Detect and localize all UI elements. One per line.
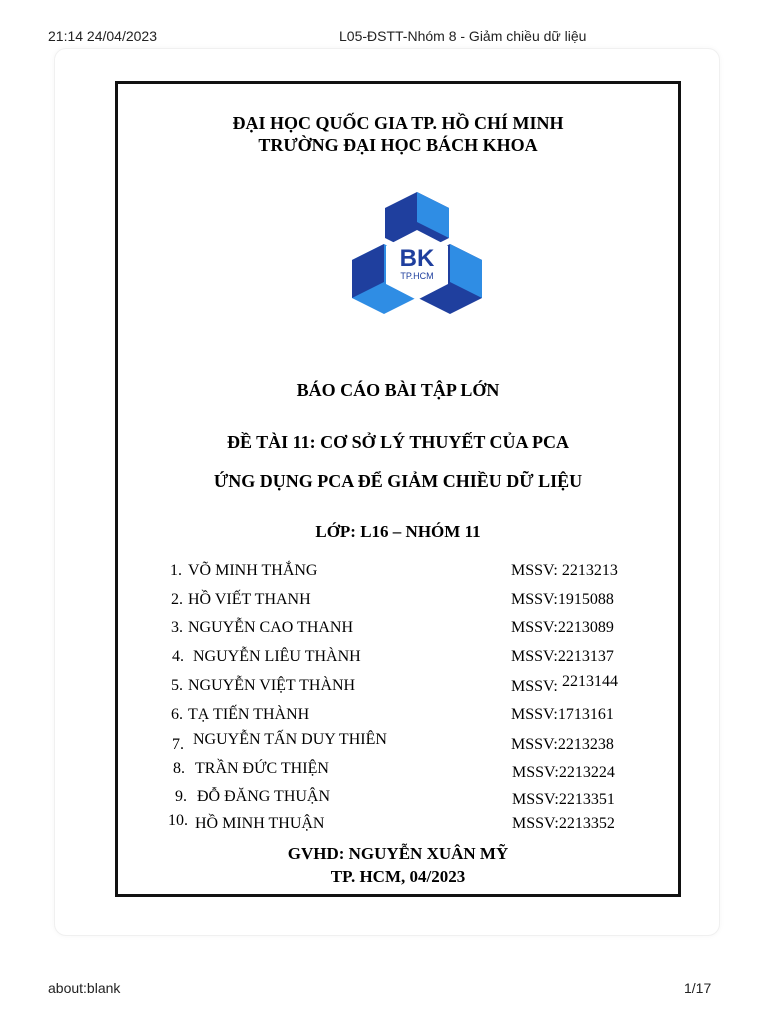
member-number: 4. [172, 648, 184, 665]
member-number: 7. [172, 736, 184, 753]
class-group: LỚP: L16 – NHÓM 11 [315, 522, 481, 541]
member-name: TẠ TIẾN THÀNH [188, 706, 310, 723]
member-number: 6. [171, 706, 183, 723]
member-name: HỒ VIẾT THANH [188, 591, 311, 608]
member-number: 10. [168, 812, 188, 829]
member-mssv: MSSV:2213089 [511, 619, 614, 636]
member-name: NGUYỄN CAO THANH [188, 619, 354, 636]
member-mssv: MSSV:2213352 [512, 815, 615, 832]
member-mssv: MSSV:2213351 [512, 791, 615, 808]
member-number: 9. [175, 788, 187, 805]
member-name: HỒ MINH THUẬN [195, 815, 325, 832]
member-name: NGUYỄN TẤN DUY THIÊN [193, 731, 387, 748]
print-timestamp: 21:14 24/04/2023 [48, 28, 157, 44]
bk-logo [352, 192, 482, 314]
logo-text: BK [399, 245, 435, 272]
logo-subtext: TP.HCM [400, 271, 434, 281]
topic-line-1: ĐỀ TÀI 11: CƠ SỞ LÝ THUYẾT CỦA PCA [226, 432, 570, 452]
advisor: GVHD: NGUYỄN XUÂN MỸ [287, 844, 509, 863]
member-mssv: MSSV:2213238 [511, 736, 614, 753]
member-name: ĐỖ ĐĂNG THUẬN [197, 788, 331, 805]
member-name: VÕ MINH THẮNG [188, 562, 318, 579]
member-mssv-label: MSSV: [511, 678, 558, 695]
member-number: 2. [171, 591, 183, 608]
member-mssv: MSSV:2213224 [512, 764, 615, 781]
page-counter: 1/17 [684, 980, 712, 996]
member-name: NGUYỄN LIÊU THÀNH [193, 648, 361, 665]
document-title: L05-ĐSTT-Nhóm 8 - Giảm chiều dữ liệu [339, 28, 587, 44]
member-mssv: MSSV:2213137 [511, 648, 614, 665]
member-name: NGUYỄN VIỆT THÀNH [188, 677, 356, 694]
member-number: 8. [173, 760, 185, 777]
member-mssv: MSSV:1915088 [511, 591, 614, 608]
member-mssv: MSSV: 2213213 [511, 562, 618, 579]
report-title: BÁO CÁO BÀI TẬP LỚN [296, 380, 500, 400]
page-url: about:blank [48, 980, 121, 996]
member-name: TRẦN ĐỨC THIỆN [195, 760, 329, 777]
place-date: TP. HCM, 04/2023 [330, 867, 466, 886]
topic-line-2: ỨNG DỤNG PCA ĐỂ GIẢM CHIỀU DỮ LIỆU [213, 471, 583, 491]
school-name: TRƯỜNG ĐẠI HỌC BÁCH KHOA [258, 135, 538, 155]
member-number: 3. [171, 619, 183, 636]
member-number: 5. [171, 677, 183, 694]
member-mssv-number: 2213144 [562, 673, 618, 690]
member-mssv: MSSV:1713161 [511, 706, 614, 723]
member-number: 1. [170, 562, 182, 579]
university-name: ĐẠI HỌC QUỐC GIA TP. HỒ CHÍ MINH [232, 113, 564, 133]
